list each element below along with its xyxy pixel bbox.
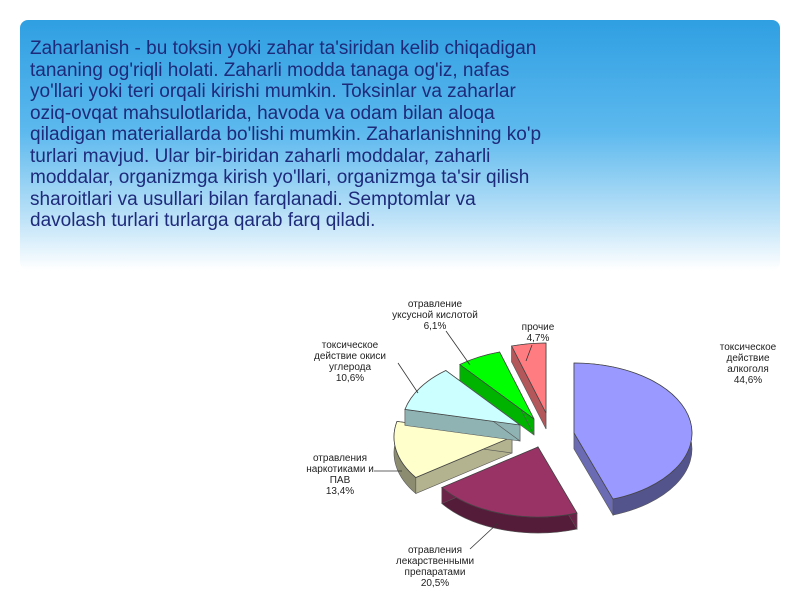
slice-label: токсическое действие окиси углерода 10,6% [314, 340, 386, 384]
pie-slice-1 [574, 363, 692, 515]
slice-label: отравление уксусной кислотой 6,1% [392, 299, 478, 332]
slide-paragraph: Zaharlanish - bu toksin yoki zahar ta'siridan kelib chiqadigan tananing og'riqli holati. Zaharli modda tanaga og'iz, nafas yo'llari yoki teri orqali kirishi mumkin. Toksinlar va zaharlar oziq-ovqat mahsulotlarida, havoda va odam bilan aloqa qiladigan materiallarda bo'lishi mumkin. Zaharlanishning ko'p turlari mavjud. Ular bir-biridan zaharli moddalar, zaharli moddalar, organizmga kirish yo'llari, organizmga ta'sir qilish sharoitlari va usullari bilan farqlanadi. Semptomlar va davolash turlari turlarga qarab farq qiladi. [30, 38, 542, 231]
pie-labels [306, 299, 776, 589]
slice-label: отравления наркотиками и ПАВ 13,4% [306, 453, 374, 497]
pie-chart [270, 285, 800, 595]
pie-slices [394, 343, 692, 533]
slice-label: прочие 4,7% [521, 322, 555, 344]
leader-line [470, 523, 498, 549]
leader-line [398, 363, 418, 393]
leader-line [446, 331, 470, 365]
slice-label: токсическое действие алкоголя 44,6% [719, 342, 777, 386]
slice-label: отравления лекарственными препаратами 20,5% [395, 545, 475, 589]
